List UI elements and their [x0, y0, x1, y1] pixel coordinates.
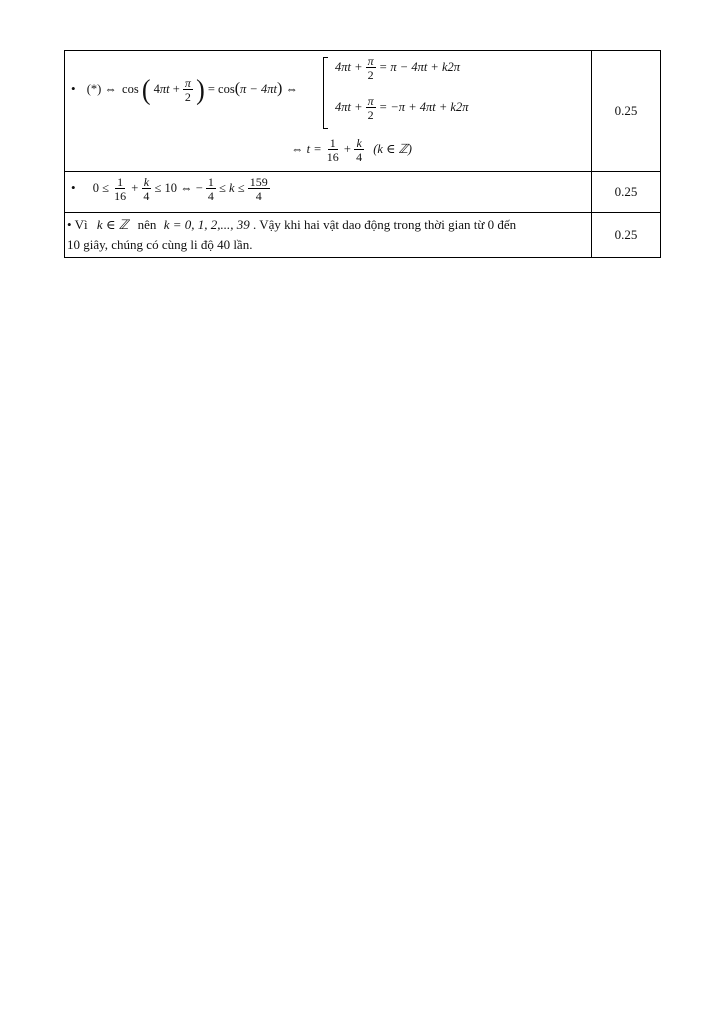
inequality-line: • 0 ≤ $\frac{1}{16}$ + $\frac{k}{4}$ ≤ 10 ⇔ − $\frac{1}{4}$ ≤ k ≤ $\frac{159}{4}$ [71, 175, 268, 203]
score-cell: 0.25 [592, 51, 661, 172]
pi-over-2: $\frac{\pi}{2}$ [184, 76, 191, 104]
conclusion-text: • Vì k ∈ ℤ nên k = 0, 1, 2,..., 39 . Vậy khi hai vật dao động trong thời gian từ 0 đến 10 giây, chúng có cùng li độ 40 lần. [67, 217, 517, 252]
solution-line: ⇔ t = $\frac{1}{16}$ + $\frac{k}{4}$ (k ∈ ℤ) [291, 136, 412, 164]
row1-content [65, 51, 592, 172]
case-bracket [323, 57, 328, 129]
solution-table [64, 50, 659, 258]
case-2: 4πt + $\frac{\pi}{2}$ = −π + 4πt + k2π [335, 94, 469, 122]
score-cell: 0.25 [592, 172, 661, 213]
score-cell: 0.25 [592, 213, 661, 258]
case-1: 4πt + $\frac{\pi}{2}$ = π − 4πt + k2π [335, 54, 461, 82]
table-row [65, 213, 661, 258]
row2-content [65, 172, 592, 213]
table-row [65, 51, 661, 172]
equation-line: • (*) ⇔ cos ( 4πt + $\frac{\pi}{2}$ ) = cos(π − 4πt) ⇔ [71, 73, 298, 106]
row3-content [65, 213, 592, 258]
table-row [65, 172, 661, 213]
